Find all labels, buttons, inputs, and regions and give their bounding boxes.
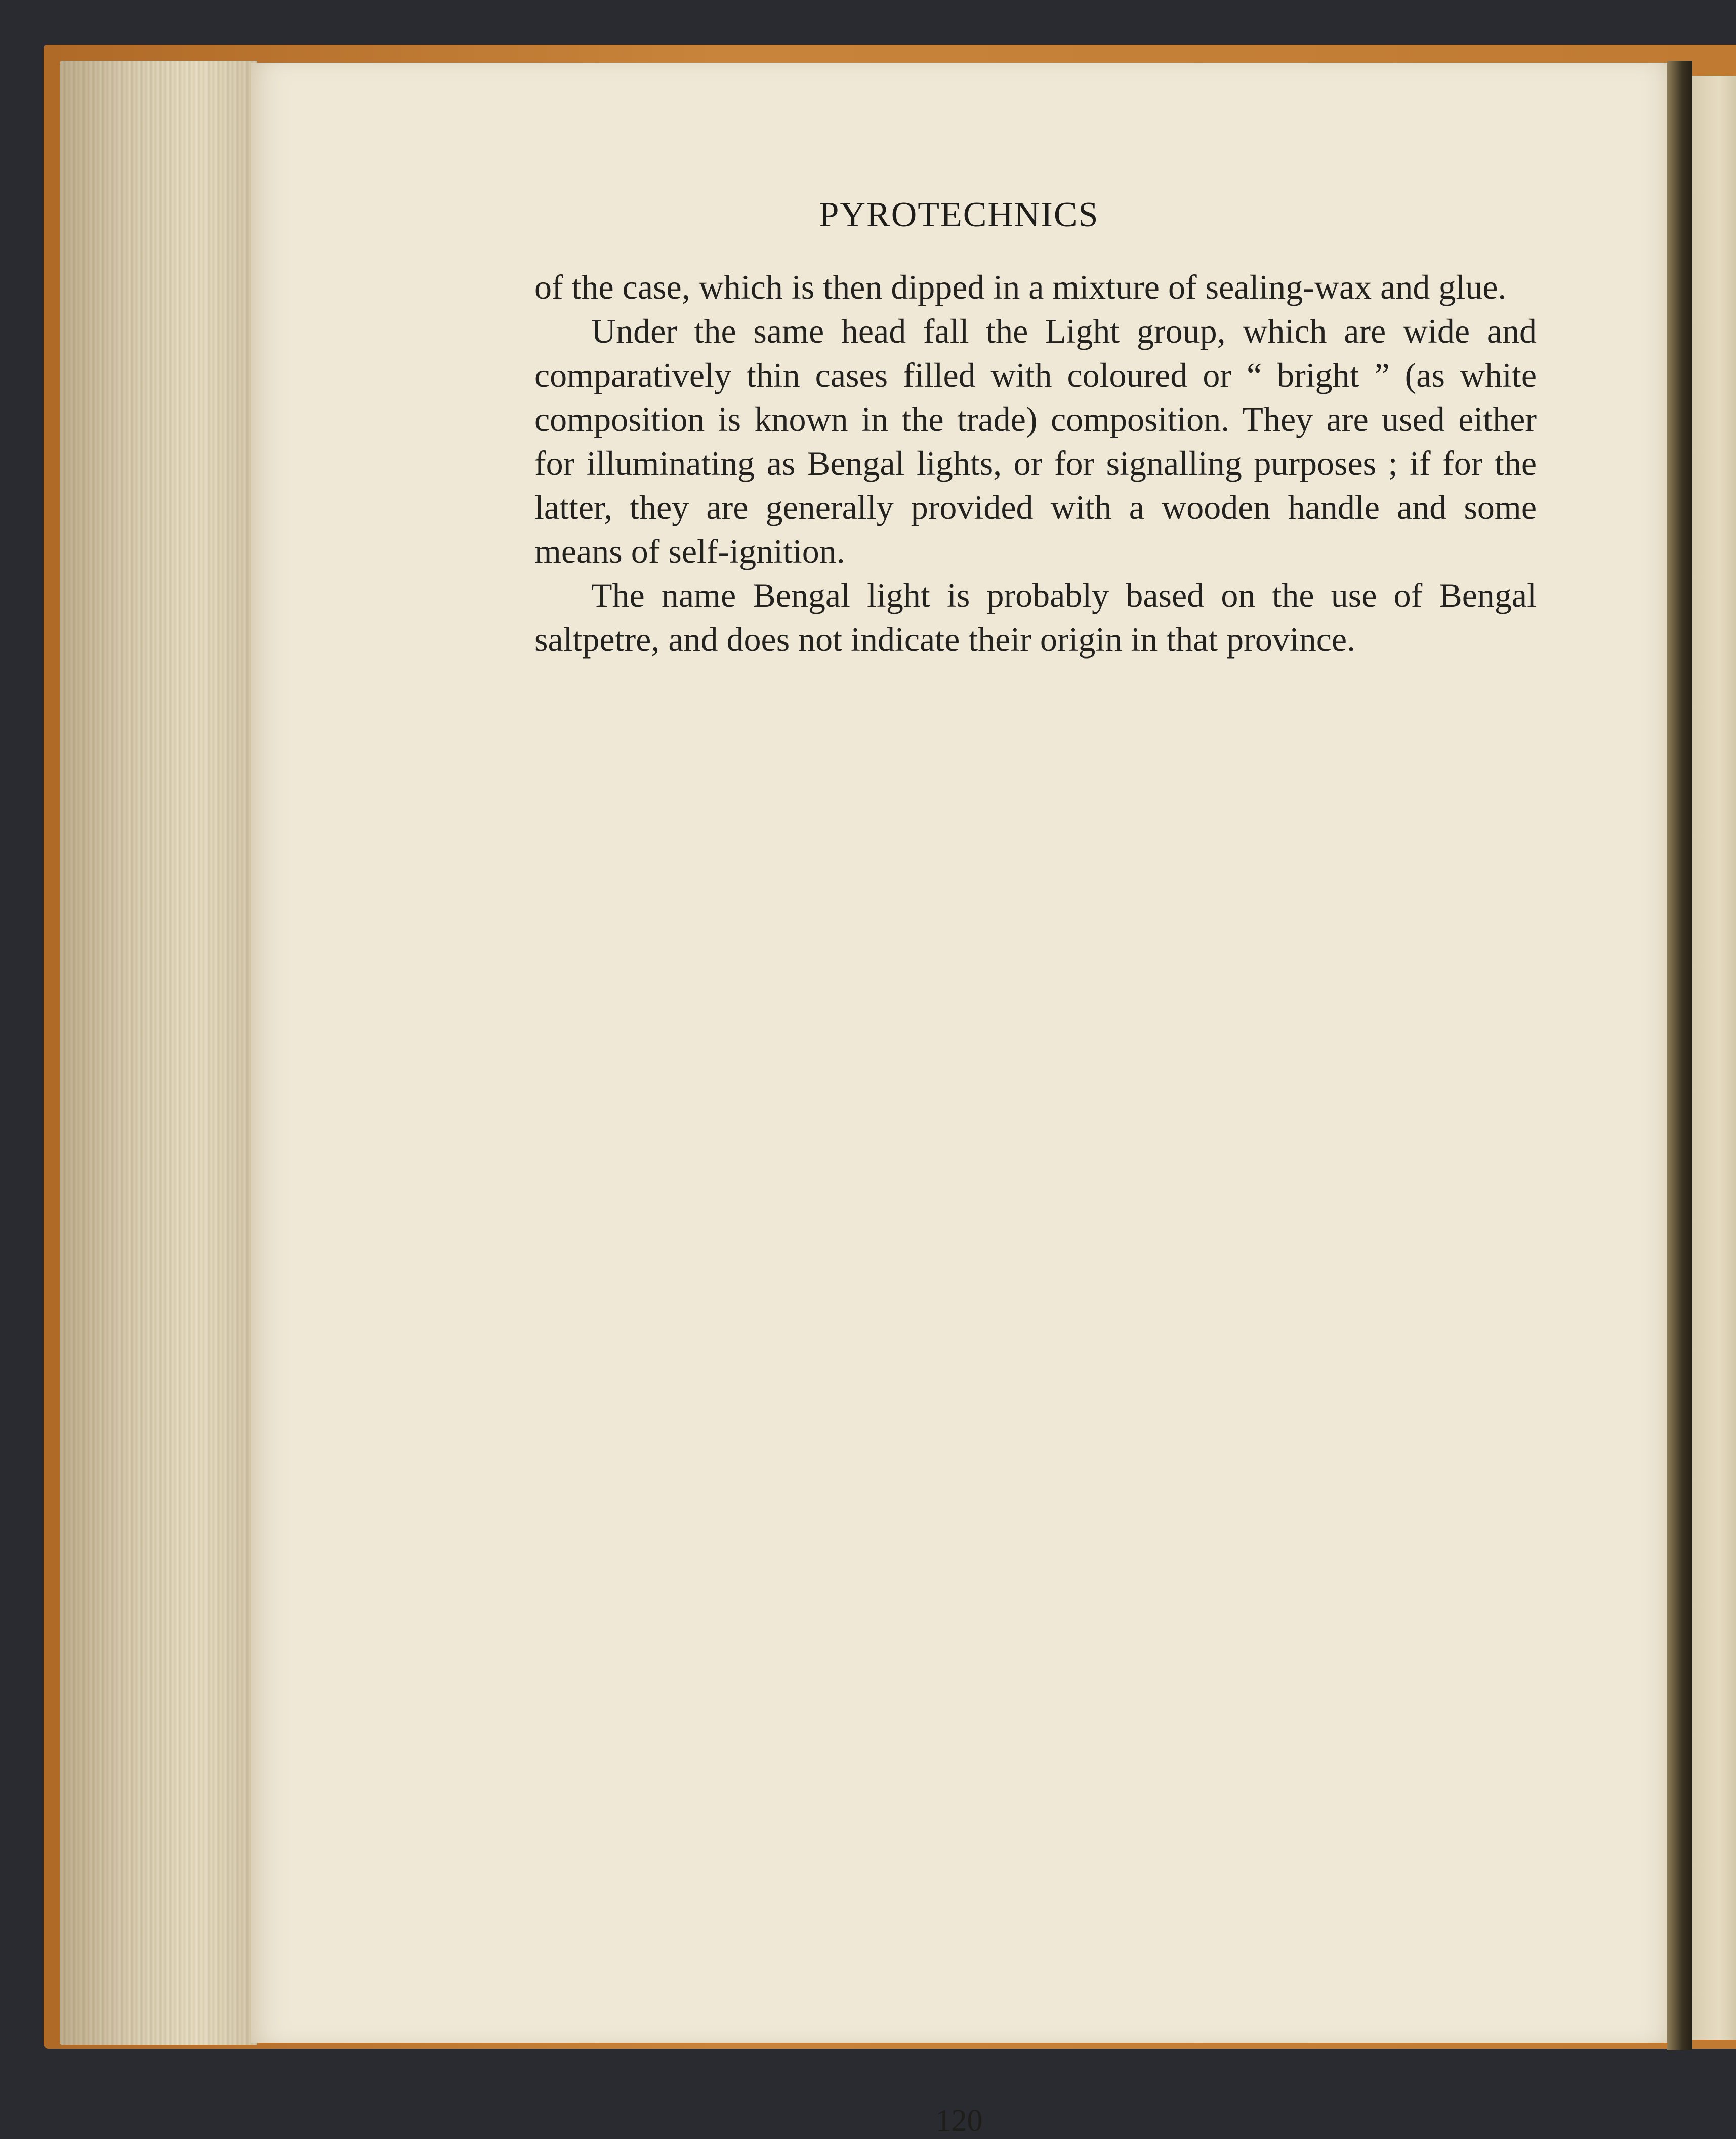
- page-edges-shade: [60, 61, 257, 2045]
- running-head: PYROTECHNICS: [819, 195, 1099, 234]
- paragraph-2: Under the same head fall the Light group, which are wide and comparatively thin cases filled with coloured or “ bright ” (as white composition is known in the trade) composition. They are used either for illuminating as Bengal lights, or for signalling purposes ; if for the latter, they are generally provided with a wooden handle and some means of self-ignition.: [534, 312, 1537, 570]
- paragraph-3: The name Bengal light is probably based on the use of Bengal saltpetre, and does not indicate their origin in that province.: [534, 576, 1537, 659]
- facing-page-edge: [1692, 76, 1736, 2040]
- page-number: 120: [935, 2104, 983, 2138]
- book-gutter: [1667, 61, 1692, 2050]
- paragraph-1: of the case, which is then dipped in a mixture of sealing-wax and glue.: [534, 268, 1507, 306]
- body-text: [534, 265, 1537, 662]
